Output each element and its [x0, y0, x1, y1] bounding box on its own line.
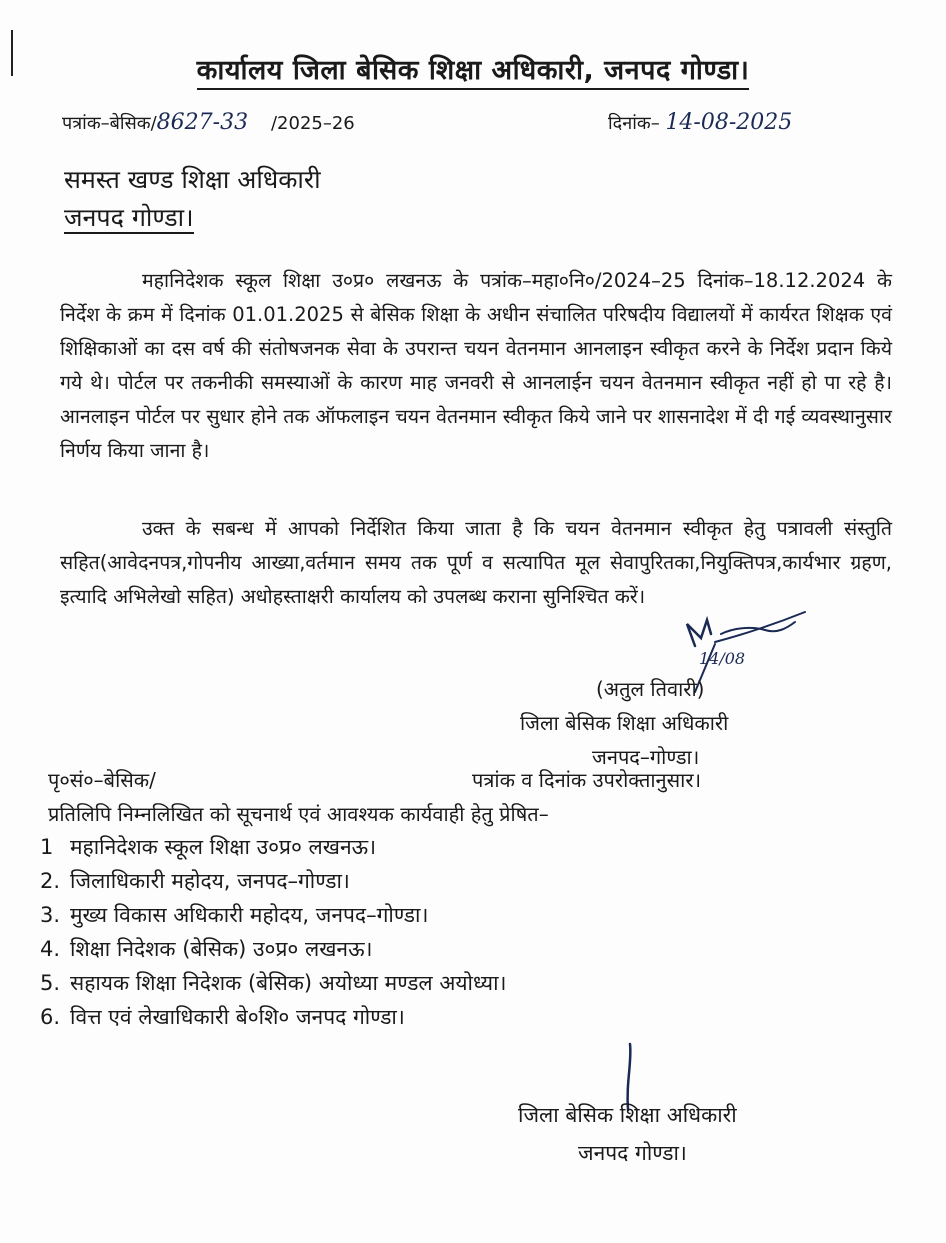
copy-reference-right: पत्रांक व दिनांक उपरोक्तानुसार।: [472, 768, 702, 792]
list-item-number: 5.: [40, 971, 61, 995]
list-item-text: शिक्षा निदेशक (बेसिक) उ०प्र० लखनऊ।: [70, 937, 373, 961]
letter-session: /2025–26: [270, 113, 355, 134]
signatory-district: जनपद–गोण्डा।: [592, 745, 700, 769]
letter-prefix: पत्रांक–बेसिक/: [62, 113, 157, 134]
signature-date-mark: 14/08: [699, 649, 746, 668]
signatory-designation: जिला बेसिक शिक्षा अधिकारी: [520, 711, 729, 735]
final-signatory-designation: जिला बेसिक शिक्षा अधिकारी: [518, 1103, 737, 1127]
list-item-number: 1: [40, 835, 54, 859]
letter-number-handwritten: 8627-33: [156, 110, 249, 135]
copy-recipient-list: [40, 830, 506, 1034]
letter-date: [608, 110, 792, 135]
final-signatory-block: [518, 1096, 737, 1172]
list-item: [40, 864, 506, 898]
list-item-text: महानिदेशक स्कूल शिक्षा उ०प्र० लखनऊ।: [70, 835, 377, 859]
list-item-text: मुख्य विकास अधिकारी महोदय, जनपद–गोण्डा।: [70, 903, 429, 927]
letter-reference: [62, 110, 355, 135]
final-signatory-district: जनपद गोण्डा।: [578, 1141, 687, 1165]
list-item: [40, 898, 506, 932]
list-item-number: 2.: [40, 869, 61, 893]
list-item: [40, 966, 506, 1000]
list-item-text: सहायक शिक्षा निदेशक (बेसिक) अयोध्या मण्डल अयोध्या।: [70, 971, 507, 995]
signatory-block: [520, 672, 728, 774]
copy-intro: प्रतिलिपि निम्नलिखित को सूचनार्थ एवं आवश्यक कार्यवाही हेतु प्रेषित–: [48, 802, 549, 826]
list-item: [40, 830, 506, 864]
date-value-handwritten: 14-08-2025: [665, 110, 793, 135]
list-item-number: 6.: [40, 1005, 61, 1029]
date-prefix: दिनांक–: [608, 113, 660, 134]
list-item-number: 3.: [40, 903, 61, 927]
list-item: [40, 932, 506, 966]
addressee-line2: [64, 200, 194, 234]
copy-reference-left: पृ०सं०–बेसिक/: [48, 768, 156, 792]
body-paragraph-1: महानिदेशक स्कूल शिक्षा उ०प्र० लखनऊ के पत्रांक–महा०नि०/2024–25 दिनांक–18.12.2024 के निर्देश के क्रम में दिनांक 01.01.2025 से बेसिक शिक्षा के अधीन संचालित परिषदीय विद्यालयों में कार्यरत शिक्षक एवं शिक्षिकाओं का दस वर्ष की संतोषजनक सेवा के उपरान्त चयन वेतनमान आनलाइन स्वीकृत करने के निर्देश प्रदान किये गये थे। पोर्टल पर तकनीकी समस्याओं के कारण माह जनवरी से आनलाईन चयन वेतनमान स्वीकृत नहीं हो पा रहे है। आनलाइन पोर्टल पर सुधार होने तक ऑफलाइन चयन वेतनमान स्वीकृत किये जाने पर शासनादेश में दी गई व्यवस्थानुसार निर्णय किया जाना है।: [60, 269, 892, 462]
list-item-text: वित्त एवं लेखाधिकारी बे०शि० जनपद गोण्डा।: [70, 1005, 405, 1029]
signatory-name: (अतुल तिवारी): [596, 677, 705, 701]
body-paragraph-2: उक्त के सबन्ध में आपको निर्देशित किया जाता है कि चयन वेतनमान स्वीकृत हेतु पत्रावली संस्तुति सहित(आवेदनपत्र,गोपनीय आख्या,वर्तमान समय तक पूर्ण व सत्यापित मूल सेवापुरितका,नियुक्तिपत्र,कार्यभार ग्रहण, इत्यादि अभिलेखो सहित) अधोहस्ताक्षरी कार्यालय को उपलब्ध कराना सुनिश्चित करें।: [60, 517, 892, 608]
addressee-district: जनपद गोण्डा।: [64, 203, 194, 232]
office-title: [0, 50, 946, 87]
addressee-line1: समस्त खण्ड शिक्षा अधिकारी: [64, 165, 321, 194]
office-title-text: कार्यालय जिला बेसिक शिक्षा अधिकारी, जनपद गोण्डा।: [197, 55, 750, 90]
list-item-text: जिलाधिकारी महोदय, जनपद–गोण्डा।: [70, 869, 350, 893]
list-item: [40, 1000, 506, 1034]
list-item-number: 4.: [40, 937, 61, 961]
